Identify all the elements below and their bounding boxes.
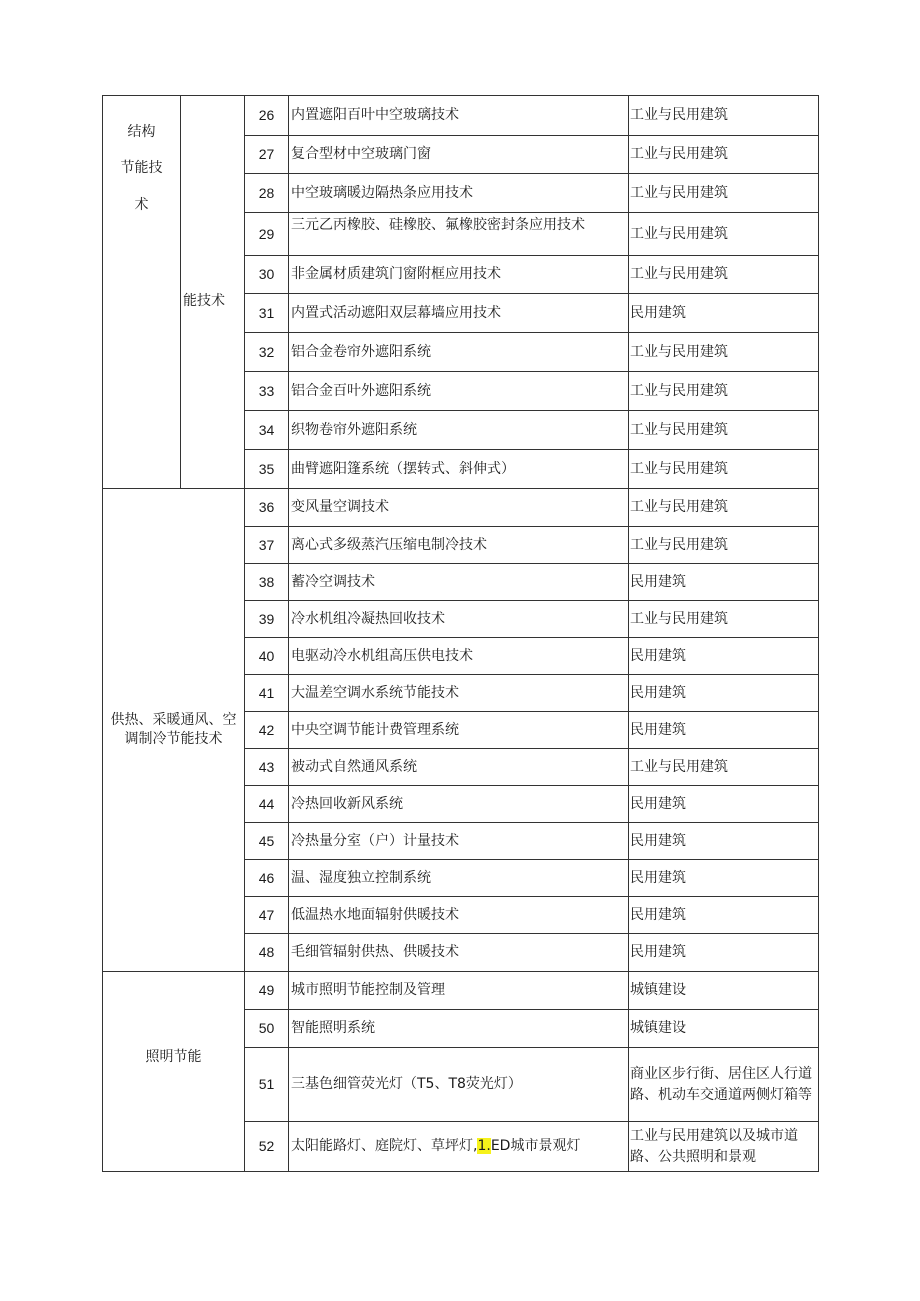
application-scope: 工业与民用建筑以及城市道路、公共照明和景观: [629, 1122, 819, 1172]
application-scope: 民用建筑: [629, 823, 819, 860]
application-scope: 城镇建设: [629, 1010, 819, 1048]
technology-name: 内置遮阳百叶中空玻璃技术: [289, 96, 629, 136]
row-number: 37: [245, 527, 289, 564]
row-number: 35: [245, 450, 289, 489]
row-number: 31: [245, 294, 289, 333]
technology-name: 冷热回收新风系统: [289, 786, 629, 823]
technology-name: 离心式多级蒸汽压缩电制冷技术: [289, 527, 629, 564]
technology-name: 三元乙丙橡胶、硅橡胶、氟橡胶密封条应用技术: [289, 213, 629, 256]
row-number: 52: [245, 1122, 289, 1172]
technology-name: 曲臂遮阳篷系统（摆转式、斜伸式）: [289, 450, 629, 489]
application-scope: 民用建筑: [629, 294, 819, 333]
application-scope: 民用建筑: [629, 675, 819, 712]
category-line: 调制冷节能技术: [124, 731, 223, 747]
row-number: 41: [245, 675, 289, 712]
technology-name: 铝合金卷帘外遮阳系统: [289, 333, 629, 372]
name-part: ED城市景观灯: [490, 1138, 581, 1155]
technology-name: 低温热水地面辐射供暖技术: [289, 897, 629, 934]
row-number: 40: [245, 638, 289, 675]
row-number: 29: [245, 213, 289, 256]
technology-name: 被动式自然通风系统: [289, 749, 629, 786]
technology-name: 铝合金百叶外遮阳系统: [289, 372, 629, 411]
subcategory-label: 能技术: [181, 96, 245, 489]
application-scope: 工业与民用建筑: [629, 136, 819, 174]
technology-name: 电驱动冷水机组高压供电技术: [289, 638, 629, 675]
application-scope: 工业与民用建筑: [629, 489, 819, 527]
row-number: 28: [245, 174, 289, 213]
application-scope: 民用建筑: [629, 786, 819, 823]
application-scope: 工业与民用建筑: [629, 450, 819, 489]
technology-name: 非金属材质建筑门窗附框应用技术: [289, 256, 629, 294]
application-scope: 民用建筑: [629, 934, 819, 972]
application-scope: 工业与民用建筑: [629, 333, 819, 372]
row-number: 43: [245, 749, 289, 786]
row-number: 51: [245, 1048, 289, 1122]
technology-name: 温、湿度独立控制系统: [289, 860, 629, 897]
category-line: 节能技: [120, 160, 163, 177]
row-number: 47: [245, 897, 289, 934]
row-number: 45: [245, 823, 289, 860]
table-row: [103, 96, 819, 136]
technology-name: 变风量空调技术: [289, 489, 629, 527]
technology-name: 复合型材中空玻璃门窗: [289, 136, 629, 174]
application-scope: 民用建筑: [629, 712, 819, 749]
technology-table: [102, 95, 819, 1172]
technology-name: 城市照明节能控制及管理: [289, 972, 629, 1010]
row-number: 26: [245, 96, 289, 136]
technology-name: 中央空调节能计费管理系统: [289, 712, 629, 749]
application-scope: 民用建筑: [629, 860, 819, 897]
application-scope: 民用建筑: [629, 638, 819, 675]
row-number: 33: [245, 372, 289, 411]
row-number: 44: [245, 786, 289, 823]
row-number: 32: [245, 333, 289, 372]
application-scope: 工业与民用建筑: [629, 96, 819, 136]
application-scope: 工业与民用建筑: [629, 256, 819, 294]
name-part: 太阳能路灯、庭院灯、草坪灯,: [291, 1138, 478, 1155]
application-scope: 工业与民用建筑: [629, 527, 819, 564]
category-line: 结构: [127, 124, 156, 140]
application-scope: 工业与民用建筑: [629, 213, 819, 256]
category-line: 术: [134, 196, 149, 213]
technology-name: 三基色细管荧光灯（T5、T8荧光灯）: [289, 1048, 629, 1122]
technology-name: 织物卷帘外遮阳系统: [289, 411, 629, 450]
application-scope: 工业与民用建筑: [629, 174, 819, 213]
technology-name: 冷热量分室（户）计量技术: [289, 823, 629, 860]
technology-name: 中空玻璃暖边隔热条应用技术: [289, 174, 629, 213]
row-number: 36: [245, 489, 289, 527]
application-scope: 民用建筑: [629, 564, 819, 601]
row-number: 48: [245, 934, 289, 972]
row-number: 42: [245, 712, 289, 749]
application-scope: 城镇建设: [629, 972, 819, 1010]
row-number: 30: [245, 256, 289, 294]
row-number: 39: [245, 601, 289, 638]
row-number: 34: [245, 411, 289, 450]
technology-name: 蓄冷空调技术: [289, 564, 629, 601]
technology-name: 冷水机组冷凝热回收技术: [289, 601, 629, 638]
application-scope: 商业区步行街、居住区人行道路、机动车交通道两侧灯箱等: [629, 1048, 819, 1122]
category-lighting-energy: [103, 972, 245, 1172]
table-row: [103, 972, 819, 1010]
category-line: 照明节能: [145, 1049, 202, 1066]
application-scope: 工业与民用建筑: [629, 749, 819, 786]
technology-name: 毛细管辐射供热、供暖技术: [289, 934, 629, 972]
category-line: 供热、采暖通风、空: [110, 712, 237, 729]
row-number: 27: [245, 136, 289, 174]
application-scope: 民用建筑: [629, 897, 819, 934]
technology-name: 内置式活动遮阳双层幕墙应用技术: [289, 294, 629, 333]
technology-name: 大温差空调水系统节能技术: [289, 675, 629, 712]
table-row: [103, 489, 819, 527]
technology-name: 智能照明系统: [289, 1010, 629, 1048]
technology-name: [289, 1122, 629, 1172]
highlighted-text: 1.: [477, 1138, 491, 1155]
category-hvac-energy: [103, 489, 245, 972]
row-number: 49: [245, 972, 289, 1010]
application-scope: 工业与民用建筑: [629, 372, 819, 411]
row-number: 50: [245, 1010, 289, 1048]
row-number: 46: [245, 860, 289, 897]
application-scope: 工业与民用建筑: [629, 411, 819, 450]
category-structure-energy: [103, 96, 181, 489]
application-scope: 工业与民用建筑: [629, 601, 819, 638]
row-number: 38: [245, 564, 289, 601]
